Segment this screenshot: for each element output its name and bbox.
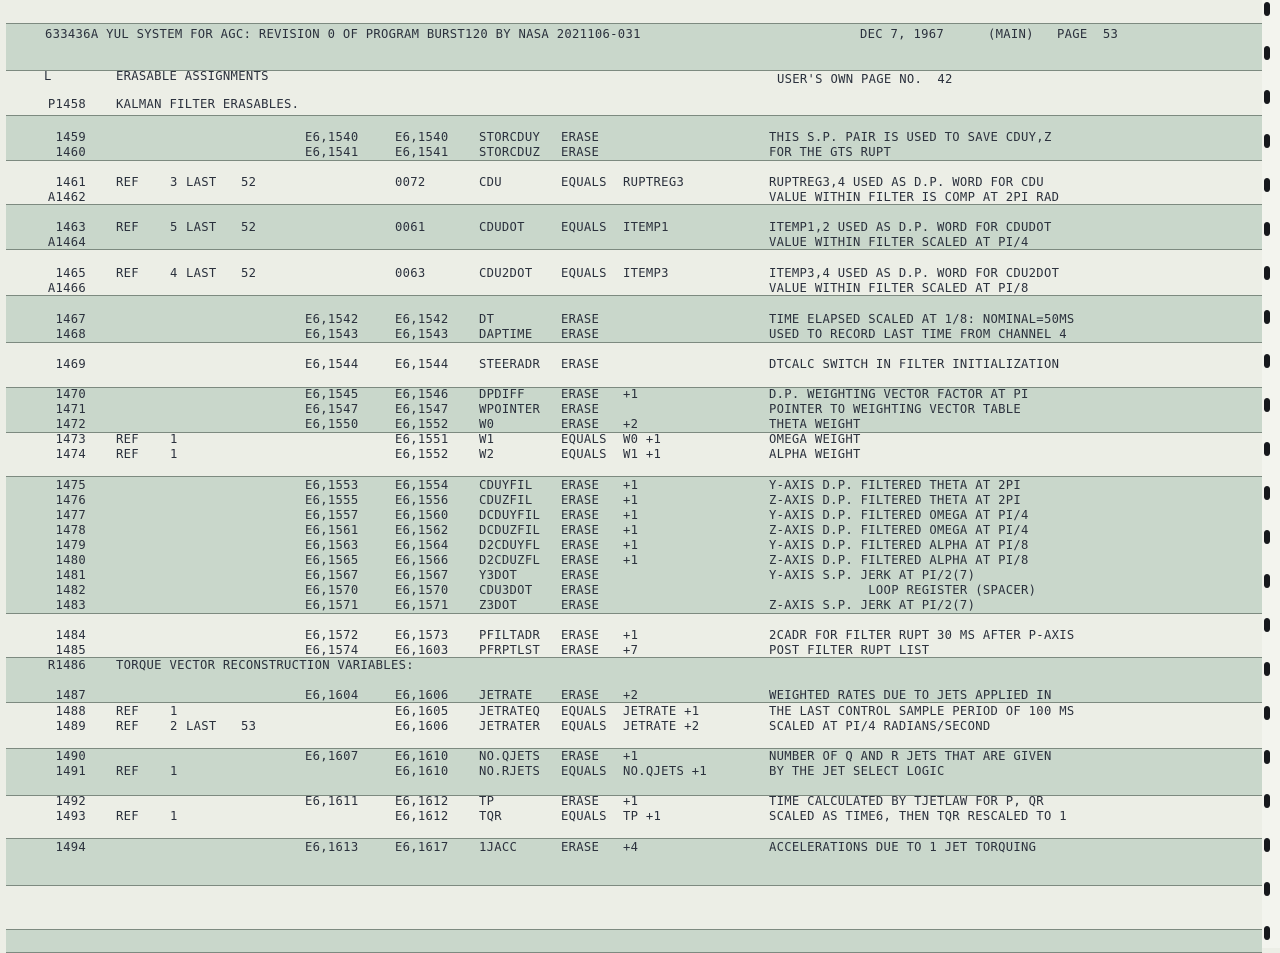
header-line: 633436A YUL SYSTEM FOR AGC: REVISION 0 OF PROGRAM BURST120 BY NASA 2021106-031 [45,27,641,41]
line-op: ERASE [561,568,600,582]
line-lbl: Y3DOT [479,568,518,582]
line-operand: JETRATE +2 [623,719,700,733]
line-num: 1472 [55,417,86,431]
line-a2: E6,1551 [395,432,449,446]
line-op: ERASE [561,387,600,401]
line-cmt: USED TO RECORD LAST TIME FROM CHANNEL 4 [769,327,1067,341]
feed-hole [1264,398,1270,412]
line-num: 1469 [55,357,86,371]
line-lbl: CDU2DOT [479,266,533,280]
line-cmt: VALUE WITHIN FILTER SCALED AT PI/4 [769,235,1029,249]
line-op: ERASE [561,357,600,371]
line-cmt: VALUE WITHIN FILTER SCALED AT PI/8 [769,281,1029,295]
line-lbl: PFILTADR [479,628,541,642]
line-cmt: SCALED AS TIME6, THEN TQR RESCALED TO 1 [769,809,1067,823]
tractor-feed-strip [1262,0,1280,948]
line-operand: +2 [623,417,639,431]
line-pg: 52 [241,266,257,280]
line-cmt: THE LAST CONTROL SAMPLE PERIOD OF 100 MS [769,704,1075,718]
line-a2: E6,1571 [395,598,449,612]
line-a1: E6,1567 [305,568,359,582]
line-num: 1467 [55,312,86,326]
feed-hole [1264,354,1270,368]
line-a1: E6,1571 [305,598,359,612]
line-a1: E6,1565 [305,553,359,567]
line-a2: E6,1562 [395,523,449,537]
paper-band [6,929,1262,953]
line-lbl: STEERADR [479,357,541,371]
line-op: ERASE [561,643,600,657]
line-lbl: PFRPTLST [479,643,541,657]
line-a1: E6,1561 [305,523,359,537]
feed-hole [1264,2,1270,16]
line-ref: REF [116,175,139,189]
line-num: 1465 [55,266,86,280]
line-op: ERASE [561,553,600,567]
line-cmt: Y-AXIS D.P. FILTERED THETA AT 2PI [769,478,1022,492]
line-num: A1464 [47,235,86,249]
line-op: ERASE [561,478,600,492]
line-operand: +1 [623,523,639,537]
line-pg: 53 [241,719,257,733]
line-a2: E6,1603 [395,643,449,657]
line-a1: E6,1547 [305,402,359,416]
line-ref: REF [116,704,139,718]
line-a1: E6,1574 [305,643,359,657]
line-op: EQUALS [561,447,607,461]
line-lbl: NO.RJETS [479,764,541,778]
line-a2: E6,1552 [395,447,449,461]
line-a2: E6,1552 [395,417,449,431]
line-a2: E6,1547 [395,402,449,416]
line-num: 1468 [55,327,86,341]
line-cmt: Y-AXIS D.P. FILTERED ALPHA AT PI/8 [769,538,1029,552]
line-a1: E6,1550 [305,417,359,431]
line-num: 1492 [55,794,86,808]
line-op: ERASE [561,749,600,763]
line-a2: E6,1606 [395,719,449,733]
line-cnt: 1 [170,447,178,461]
line-lbl: TORQUE VECTOR RECONSTRUCTION VARIABLES: [116,658,414,672]
line-num: P1458 [47,97,86,111]
line-op: ERASE [561,130,600,144]
line-op: EQUALS [561,704,607,718]
line-a1: E6,1570 [305,583,359,597]
line-cmt: SCALED AT PI/4 RADIANS/SECOND [769,719,991,733]
line-num: 1481 [55,568,86,582]
line-op: ERASE [561,794,600,808]
line-lbl: D2CDUYFL [479,538,541,552]
line-a1: E6,1572 [305,628,359,642]
line-a1: E6,1604 [305,688,359,702]
feed-hole [1264,750,1270,764]
line-operand: +1 [623,508,639,522]
line-cmt: RUPTREG3,4 USED AS D.P. WORD FOR CDU [769,175,1044,189]
line-last: LAST [186,266,217,280]
feed-hole [1264,882,1270,896]
line-lbl: WPOINTER [479,402,541,416]
line-operand: +1 [623,387,639,401]
line-operand: +1 [623,493,639,507]
line-op: EQUALS [561,175,607,189]
line-lbl: CDUYFIL [479,478,533,492]
header-section: (MAIN) [988,27,1034,41]
feed-hole [1264,310,1270,324]
line-cnt: 1 [170,764,178,778]
subheader-title: ERASABLE ASSIGNMENTS [116,69,269,83]
line-cmt: OMEGA WEIGHT [769,432,861,446]
line-cmt: FOR THE GTS RUPT [769,145,892,159]
line-op: ERASE [561,583,600,597]
line-a1: E6,1541 [305,145,359,159]
line-num: 1460 [55,145,86,159]
line-op: ERASE [561,598,600,612]
line-op: EQUALS [561,432,607,446]
feed-hole [1264,90,1270,104]
line-cmt: THIS S.P. PAIR IS USED TO SAVE CDUY,Z [769,130,1052,144]
line-lbl: STORCDUY [479,130,541,144]
line-op: ERASE [561,327,600,341]
line-cmt: ITEMP3,4 USED AS D.P. WORD FOR CDU2DOT [769,266,1060,280]
line-cmt: THETA WEIGHT [769,417,861,431]
line-num: 1473 [55,432,86,446]
line-operand: +1 [623,478,639,492]
line-lbl: DT [479,312,495,326]
line-cnt: 4 [170,266,178,280]
line-lbl: W0 [479,417,495,431]
line-lbl: TP [479,794,495,808]
line-ref: REF [116,447,139,461]
line-ref: REF [116,220,139,234]
line-lbl: JETRATE [479,688,533,702]
feed-hole [1264,442,1270,456]
line-cmt: 2CADR FOR FILTER RUPT 30 MS AFTER P-AXIS [769,628,1075,642]
line-a2: E6,1564 [395,538,449,552]
line-lbl: DPDIFF [479,387,525,401]
line-lbl: W1 [479,432,495,446]
line-operand: JETRATE +1 [623,704,700,718]
line-operand: W1 +1 [623,447,662,461]
feed-hole [1264,486,1270,500]
line-cmt: Z-AXIS D.P. FILTERED OMEGA AT PI/4 [769,523,1029,537]
line-op: EQUALS [561,220,607,234]
line-a1: E6,1611 [305,794,359,808]
line-cmt: POINTER TO WEIGHTING VECTOR TABLE [769,402,1022,416]
line-op: ERASE [561,523,600,537]
line-num: 1479 [55,538,86,552]
line-a2: E6,1567 [395,568,449,582]
line-a2: E6,1560 [395,508,449,522]
line-a2: E6,1554 [395,478,449,492]
line-num: 1487 [55,688,86,702]
line-a1: E6,1540 [305,130,359,144]
line-num: 1477 [55,508,86,522]
line-op: EQUALS [561,764,607,778]
line-lbl: CDU3DOT [479,583,533,597]
line-operand: NO.QJETS +1 [623,764,708,778]
line-num: A1466 [47,281,86,295]
line-num: 1474 [55,447,86,461]
line-op: ERASE [561,312,600,326]
line-cnt: 1 [170,704,178,718]
line-operand: +7 [623,643,639,657]
line-operand: +1 [623,553,639,567]
line-operand: +1 [623,749,639,763]
line-a1: E6,1555 [305,493,359,507]
line-op: ERASE [561,538,600,552]
line-num: 1494 [55,840,86,854]
line-operand: RUPTREG3 [623,175,685,189]
line-op: ERASE [561,628,600,642]
line-a1: E6,1563 [305,538,359,552]
line-a2: E6,1546 [395,387,449,401]
line-a2: E6,1612 [395,809,449,823]
line-op: ERASE [561,493,600,507]
line-cmt: TIME CALCULATED BY TJETLAW FOR P, QR [769,794,1044,808]
line-cmt: TIME ELAPSED SCALED AT 1/8: NOMINAL=50MS [769,312,1075,326]
line-cnt: 5 [170,220,178,234]
line-ref: REF [116,266,139,280]
line-cmt: POST FILTER RUPT LIST [769,643,930,657]
line-operand: TP +1 [623,809,662,823]
line-a2: E6,1605 [395,704,449,718]
line-num: R1486 [47,658,86,672]
line-a1: E6,1542 [305,312,359,326]
feed-hole [1264,662,1270,676]
line-cmt: VALUE WITHIN FILTER IS COMP AT 2PI RAD [769,190,1060,204]
line-operand: ITEMP3 [623,266,669,280]
line-num: 1461 [55,175,86,189]
line-a1: E6,1607 [305,749,359,763]
line-a2: E6,1617 [395,840,449,854]
line-operand: +1 [623,794,639,808]
line-num: A1462 [47,190,86,204]
line-lbl: STORCDUZ [479,145,541,159]
line-ref: REF [116,764,139,778]
line-a2: E6,1610 [395,749,449,763]
line-num: 1471 [55,402,86,416]
line-a2: E6,1610 [395,764,449,778]
line-cmt: D.P. WEIGHTING VECTOR FACTOR AT PI [769,387,1029,401]
line-lbl: DCDUZFIL [479,523,541,537]
line-lbl: W2 [479,447,495,461]
header-date: DEC 7, 1967 [860,27,945,41]
line-ref: REF [116,809,139,823]
line-op: EQUALS [561,809,607,823]
line-a1: E6,1613 [305,840,359,854]
line-cmt: LOOP REGISTER (SPACER) [769,583,1037,597]
line-op: ERASE [561,402,600,416]
line-a2: 0072 [395,175,426,189]
line-last: LAST [186,719,217,733]
line-num: 1463 [55,220,86,234]
line-lbl: DCDUYFIL [479,508,541,522]
line-lbl: CDUZFIL [479,493,533,507]
feed-hole [1264,794,1270,808]
line-op: ERASE [561,417,600,431]
feed-hole [1264,530,1270,544]
line-num: 1489 [55,719,86,733]
feed-hole [1264,46,1270,60]
header-page: PAGE 53 [1057,27,1119,41]
line-cmt: NUMBER OF Q AND R JETS THAT ARE GIVEN [769,749,1052,763]
feed-hole [1264,134,1270,148]
line-a2: 0061 [395,220,426,234]
line-num: 1483 [55,598,86,612]
line-cmt: Y-AXIS S.P. JERK AT PI/2(7) [769,568,976,582]
feed-hole [1264,266,1270,280]
line-lbl: JETRATEQ [479,704,541,718]
line-pg: 52 [241,220,257,234]
line-num: 1482 [55,583,86,597]
line-a1: E6,1545 [305,387,359,401]
line-lbl: JETRATER [479,719,541,733]
line-num: 1484 [55,628,86,642]
feed-hole [1264,706,1270,720]
line-a2: E6,1556 [395,493,449,507]
line-lbl: 1JACC [479,840,518,854]
line-op: EQUALS [561,719,607,733]
line-cmt: Z-AXIS S.P. JERK AT PI/2(7) [769,598,976,612]
line-op: EQUALS [561,266,607,280]
line-cnt: 2 [170,719,178,733]
line-last: LAST [186,220,217,234]
line-lbl: Z3DOT [479,598,518,612]
line-a2: E6,1540 [395,130,449,144]
line-lbl: TQR [479,809,502,823]
line-cmt: DTCALC SWITCH IN FILTER INITIALIZATION [769,357,1060,371]
line-a2: E6,1544 [395,357,449,371]
line-op: ERASE [561,840,600,854]
line-cmt: WEIGHTED RATES DUE TO JETS APPLIED IN [769,688,1052,702]
line-num: 1478 [55,523,86,537]
line-operand: +2 [623,688,639,702]
line-a2: E6,1542 [395,312,449,326]
line-operand: W0 +1 [623,432,662,446]
line-pg: 52 [241,175,257,189]
line-operand: ITEMP1 [623,220,669,234]
line-num: 1459 [55,130,86,144]
line-a2: E6,1573 [395,628,449,642]
line-cmt: ACCELERATIONS DUE TO 1 JET TORQUING [769,840,1037,854]
line-num: 1470 [55,387,86,401]
line-a2: E6,1541 [395,145,449,159]
line-op: ERASE [561,145,600,159]
line-num: 1488 [55,704,86,718]
line-num: 1475 [55,478,86,492]
line-lbl: KALMAN FILTER ERASABLES. [116,97,300,111]
subheader-code: L [44,69,52,83]
line-lbl: CDUDOT [479,220,525,234]
line-num: 1476 [55,493,86,507]
line-cmt: ALPHA WEIGHT [769,447,861,461]
line-cmt: BY THE JET SELECT LOGIC [769,764,945,778]
feed-hole [1264,222,1270,236]
line-lbl: CDU [479,175,502,189]
line-a2: E6,1566 [395,553,449,567]
line-a1: E6,1544 [305,357,359,371]
line-num: 1491 [55,764,86,778]
line-a2: E6,1570 [395,583,449,597]
feed-hole [1264,178,1270,192]
line-a2: E6,1606 [395,688,449,702]
line-num: 1485 [55,643,86,657]
line-lbl: DAPTIME [479,327,533,341]
line-cmt: Y-AXIS D.P. FILTERED OMEGA AT PI/4 [769,508,1029,522]
line-a1: E6,1543 [305,327,359,341]
line-cnt: 1 [170,432,178,446]
line-lbl: NO.QJETS [479,749,541,763]
line-operand: +1 [623,628,639,642]
line-cmt: Z-AXIS D.P. FILTERED ALPHA AT PI/8 [769,553,1029,567]
line-last: LAST [186,175,217,189]
feed-hole [1264,618,1270,632]
line-cnt: 1 [170,809,178,823]
feed-hole [1264,926,1270,940]
line-cmt: ITEMP1,2 USED AS D.P. WORD FOR CDUDOT [769,220,1052,234]
line-a1: E6,1557 [305,508,359,522]
line-cnt: 3 [170,175,178,189]
line-a1: E6,1553 [305,478,359,492]
line-operand: +4 [623,840,639,854]
paper-band [6,115,1262,161]
line-operand: +1 [623,538,639,552]
line-num: 1480 [55,553,86,567]
line-op: ERASE [561,688,600,702]
subheader-users-page: USER'S OWN PAGE NO. 42 [777,72,953,86]
line-ref: REF [116,432,139,446]
line-num: 1490 [55,749,86,763]
line-a2: E6,1543 [395,327,449,341]
line-a2: 0063 [395,266,426,280]
feed-hole [1264,838,1270,852]
line-cmt: Z-AXIS D.P. FILTERED THETA AT 2PI [769,493,1022,507]
line-num: 1493 [55,809,86,823]
line-ref: REF [116,719,139,733]
feed-hole [1264,574,1270,588]
line-lbl: D2CDUZFL [479,553,541,567]
line-op: ERASE [561,508,600,522]
line-a2: E6,1612 [395,794,449,808]
